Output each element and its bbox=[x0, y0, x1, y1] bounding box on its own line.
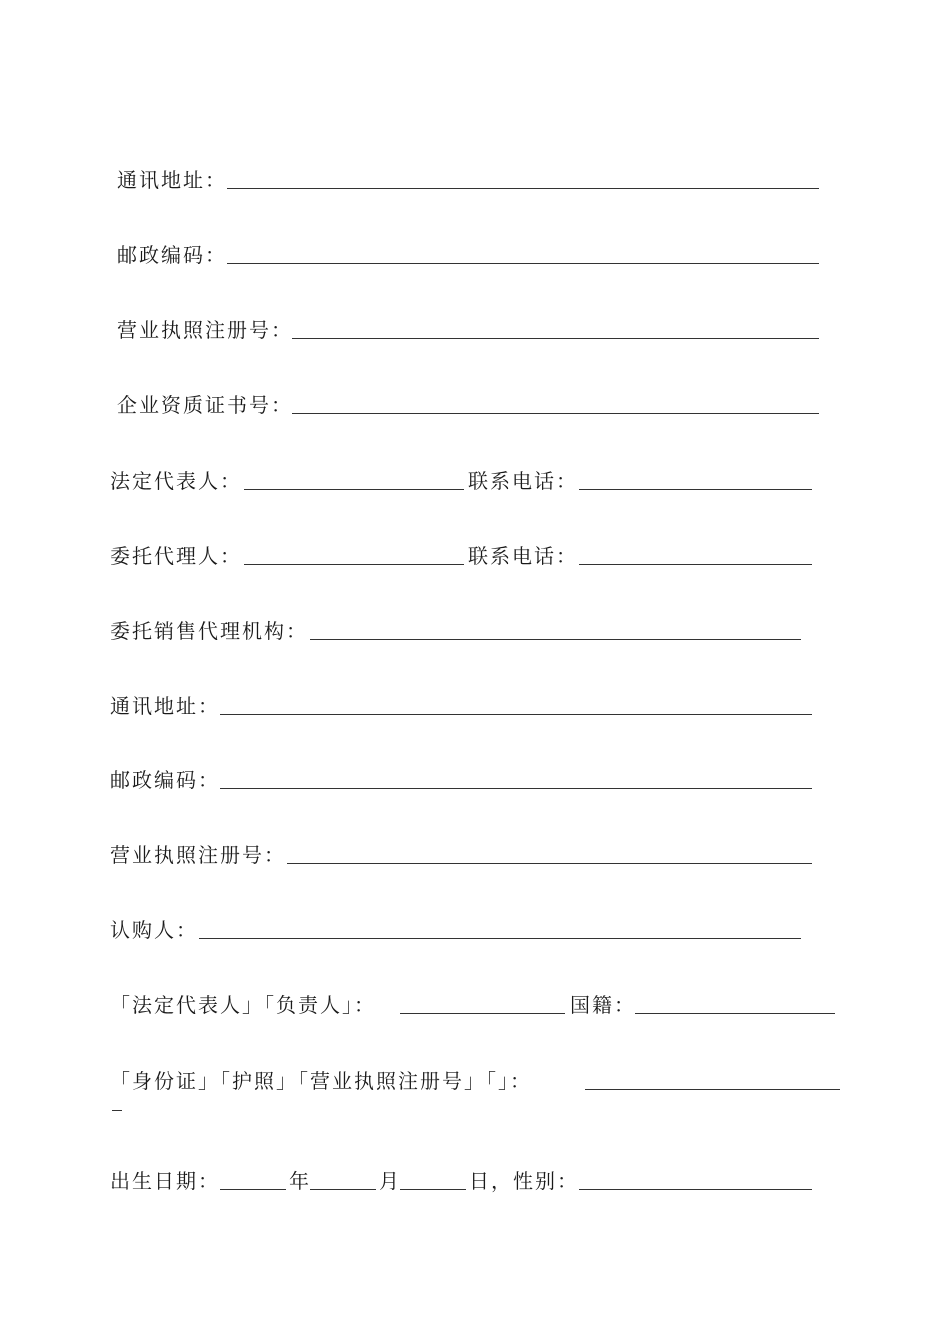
sales-agency-field[interactable] bbox=[310, 639, 801, 640]
business-license-label-2: 营业执照注册号： bbox=[110, 843, 286, 867]
qualification-cert-label: 企业资质证书号： bbox=[117, 393, 293, 417]
address-label-2: 通讯地址： bbox=[110, 694, 220, 718]
address-field-2[interactable] bbox=[220, 714, 812, 715]
address-label: 通讯地址： bbox=[117, 168, 227, 192]
representative-field[interactable] bbox=[400, 1013, 565, 1014]
representative-label: 「法定代表人」「负责人」： bbox=[110, 993, 376, 1017]
id-document-label: 「身份证」「护照」「营业执照注册号」「」： bbox=[110, 1069, 532, 1093]
buyer-field[interactable] bbox=[199, 938, 801, 939]
id-document-field-continuation bbox=[112, 1110, 122, 1111]
birth-month-field[interactable] bbox=[310, 1189, 376, 1190]
qualification-cert-field[interactable] bbox=[292, 413, 819, 414]
postal-code-label: 邮政编码： bbox=[117, 243, 227, 267]
nationality-field[interactable] bbox=[635, 1013, 835, 1014]
agent-label: 委托代理人： bbox=[110, 544, 242, 568]
business-license-field[interactable] bbox=[292, 338, 819, 339]
agent-phone-label: 联系电话： bbox=[468, 544, 578, 568]
postal-code-label-2: 邮政编码： bbox=[110, 768, 220, 792]
birth-day-field[interactable] bbox=[400, 1189, 466, 1190]
gender-field[interactable] bbox=[579, 1189, 812, 1190]
birth-year-field[interactable] bbox=[220, 1189, 286, 1190]
agent-phone-field[interactable] bbox=[579, 564, 812, 565]
legal-rep-phone-field[interactable] bbox=[579, 489, 812, 490]
business-license-field-2[interactable] bbox=[287, 863, 812, 864]
month-label: 月 bbox=[379, 1169, 401, 1193]
legal-rep-label: 法定代表人： bbox=[110, 469, 242, 493]
business-license-label: 营业执照注册号： bbox=[117, 318, 293, 342]
address-field[interactable] bbox=[227, 188, 819, 189]
year-label: 年 bbox=[289, 1169, 311, 1193]
postal-code-field[interactable] bbox=[227, 263, 819, 264]
day-gender-label: 日，性别： bbox=[469, 1169, 579, 1193]
agent-field[interactable] bbox=[244, 564, 464, 565]
id-document-field[interactable] bbox=[585, 1089, 840, 1090]
sales-agency-label: 委托销售代理机构： bbox=[110, 619, 308, 643]
legal-rep-phone-label: 联系电话： bbox=[468, 469, 578, 493]
nationality-label: 国籍： bbox=[570, 993, 636, 1017]
birth-date-label: 出生日期： bbox=[110, 1169, 220, 1193]
postal-code-field-2[interactable] bbox=[220, 788, 812, 789]
legal-rep-field[interactable] bbox=[244, 489, 464, 490]
buyer-label: 认购人： bbox=[110, 918, 198, 942]
